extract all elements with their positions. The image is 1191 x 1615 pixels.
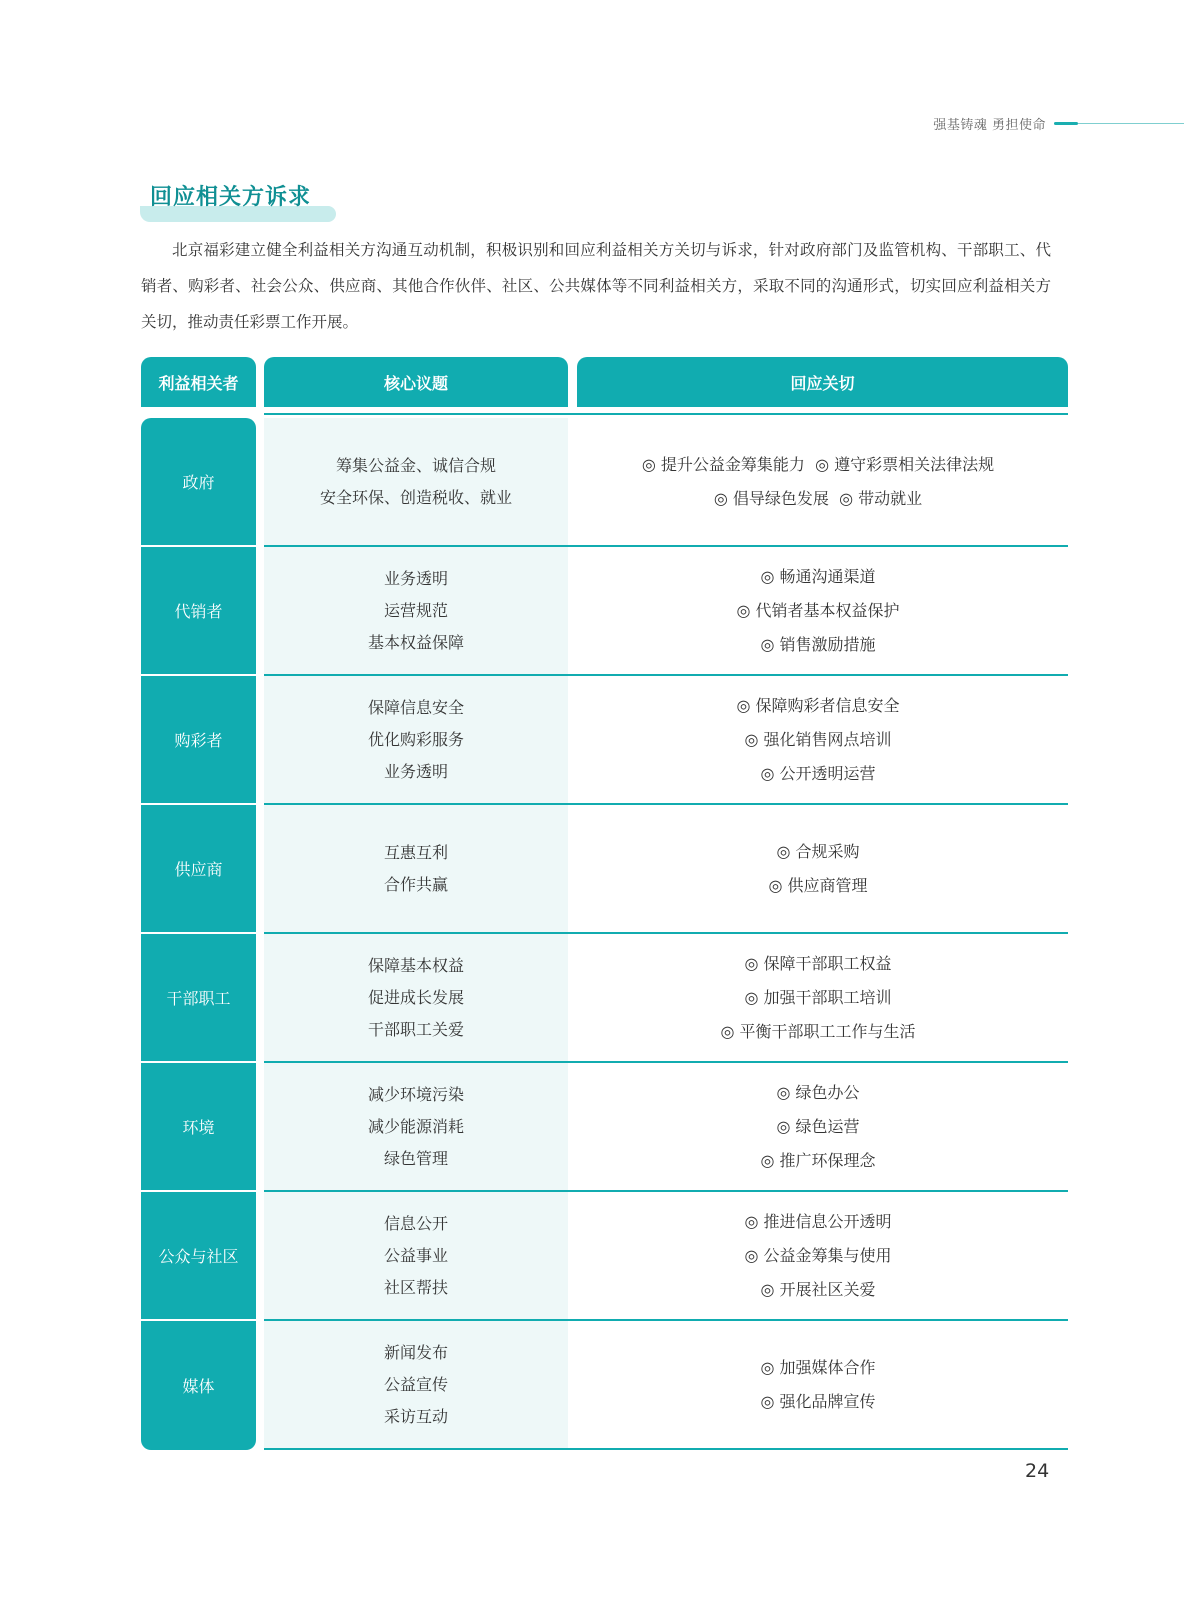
responses-cell [568, 805, 1068, 932]
stakeholder-cell: 干部职工 [141, 934, 256, 1061]
section-title: 回应相关方诉求 [150, 185, 312, 210]
responses-cell [568, 1321, 1068, 1448]
topic-line: 保障基本权益 [367, 955, 464, 975]
topic-line: 筹集公益金、诚信合规 [335, 455, 496, 475]
table-row [141, 934, 1068, 1063]
topic-line: 新闻发布 [383, 1342, 448, 1362]
responses-cell [568, 676, 1068, 803]
response-line: ◎ 合规采购 [776, 841, 860, 861]
response-line: ◎ 保障干部职工权益 [744, 953, 892, 973]
topic-line: 业务透明 [383, 761, 448, 781]
stakeholder-cell: 购彩者 [141, 676, 256, 803]
header-topics: 核心议题 [264, 357, 568, 407]
responses-cell [568, 547, 1068, 674]
topics-cell [264, 676, 568, 803]
table-row [141, 1063, 1068, 1192]
topic-line: 公益宣传 [383, 1374, 448, 1394]
topic-line: 合作共赢 [383, 874, 448, 894]
topics-cell [264, 805, 568, 932]
response-line: ◎ 供应商管理 [768, 875, 868, 895]
stakeholder-cell: 媒体 [141, 1321, 256, 1450]
stakeholder-cell: 环境 [141, 1063, 256, 1190]
response-line: ◎ 推广环保理念 [760, 1150, 876, 1170]
response-line: ◎ 公开透明运营 [760, 763, 876, 783]
topic-line: 优化购彩服务 [367, 729, 464, 749]
topic-line: 运营规范 [383, 600, 448, 620]
response-line: ◎ 提升公益金筹集能力 ◎ 遵守彩票相关法律法规 [641, 454, 995, 474]
topic-line: 干部职工关爱 [367, 1019, 464, 1039]
topic-line: 信息公开 [383, 1213, 448, 1233]
response-line: ◎ 畅通沟通渠道 [760, 566, 876, 586]
header-tagline: 强基铸魂 勇担使命 [933, 118, 1046, 133]
header-stakeholder: 利益相关者 [141, 357, 256, 407]
response-line: ◎ 绿色办公 [776, 1082, 860, 1102]
topic-line: 业务透明 [383, 568, 448, 588]
response-line: ◎ 强化品牌宣传 [760, 1391, 876, 1411]
response-line: ◎ 保障购彩者信息安全 [736, 695, 900, 715]
topic-line: 减少环境污染 [367, 1084, 464, 1104]
intro-paragraph: 北京福彩建立健全利益相关方沟通互动机制，积极识别和回应利益相关方关切与诉求，针对政府部门及监管机构、干部职工、代销者、购彩者、社会公众、供应商、其他合作伙伴、社区、公共媒体等不同利益相关方，采取不同的沟通形式，切实回应利益相关方关切，推动责任彩票工作开展。 [141, 241, 1051, 331]
stakeholder-cell: 公众与社区 [141, 1192, 256, 1319]
responses-cell [568, 418, 1068, 545]
response-line: ◎ 加强媒体合作 [760, 1357, 876, 1377]
stakeholder-table [141, 357, 1068, 1426]
topic-line: 互惠互利 [383, 842, 448, 862]
topic-line: 基本权益保障 [367, 632, 464, 652]
table-row [141, 1192, 1068, 1321]
table-row [141, 547, 1068, 676]
table-row [141, 805, 1068, 934]
row-divider [264, 1448, 1068, 1450]
topics-cell [264, 1192, 568, 1319]
response-line: ◎ 代销者基本权益保护 [736, 600, 900, 620]
topic-line: 采访互动 [383, 1406, 448, 1426]
section-title-block [140, 184, 321, 212]
header-rule-accent [1054, 122, 1078, 125]
response-line: ◎ 推进信息公开透明 [744, 1211, 892, 1231]
table-row [141, 676, 1068, 805]
topics-cell [264, 1063, 568, 1190]
topic-line: 绿色管理 [383, 1148, 448, 1168]
responses-cell [568, 1063, 1068, 1190]
responses-cell [568, 934, 1068, 1061]
topic-line: 促进成长发展 [367, 987, 464, 1007]
topics-cell [264, 418, 568, 545]
header-underline [264, 413, 1068, 415]
response-line: ◎ 倡导绿色发展 ◎ 带动就业 [713, 488, 923, 508]
topic-line: 保障信息安全 [367, 697, 464, 717]
response-line: ◎ 开展社区关爱 [760, 1279, 876, 1299]
response-line: ◎ 强化销售网点培训 [744, 729, 892, 749]
topic-line: 社区帮扶 [383, 1277, 448, 1297]
header-responses: 回应关切 [577, 357, 1068, 407]
table-row [141, 418, 1068, 547]
topic-line: 减少能源消耗 [367, 1116, 464, 1136]
topics-cell [264, 934, 568, 1061]
topic-line: 公益事业 [383, 1245, 448, 1265]
topics-cell [264, 1321, 568, 1448]
response-line: ◎ 平衡干部职工工作与生活 [720, 1021, 916, 1041]
responses-cell [568, 1192, 1068, 1319]
header-rule [1078, 123, 1184, 124]
stakeholder-cell: 政府 [141, 418, 256, 545]
topics-cell [264, 547, 568, 674]
stakeholder-cell: 供应商 [141, 805, 256, 932]
response-line: ◎ 公益金筹集与使用 [744, 1245, 892, 1265]
table-row [141, 1321, 1068, 1450]
response-line: ◎ 加强干部职工培训 [744, 987, 892, 1007]
response-line: ◎ 绿色运营 [776, 1116, 860, 1136]
stakeholder-cell: 代销者 [141, 547, 256, 674]
table-body [141, 418, 1068, 1450]
page-number: 24 [1025, 1460, 1050, 1482]
table-header [141, 357, 1068, 407]
response-line: ◎ 销售激励措施 [760, 634, 876, 654]
topic-line: 安全环保、创造税收、就业 [319, 487, 512, 507]
